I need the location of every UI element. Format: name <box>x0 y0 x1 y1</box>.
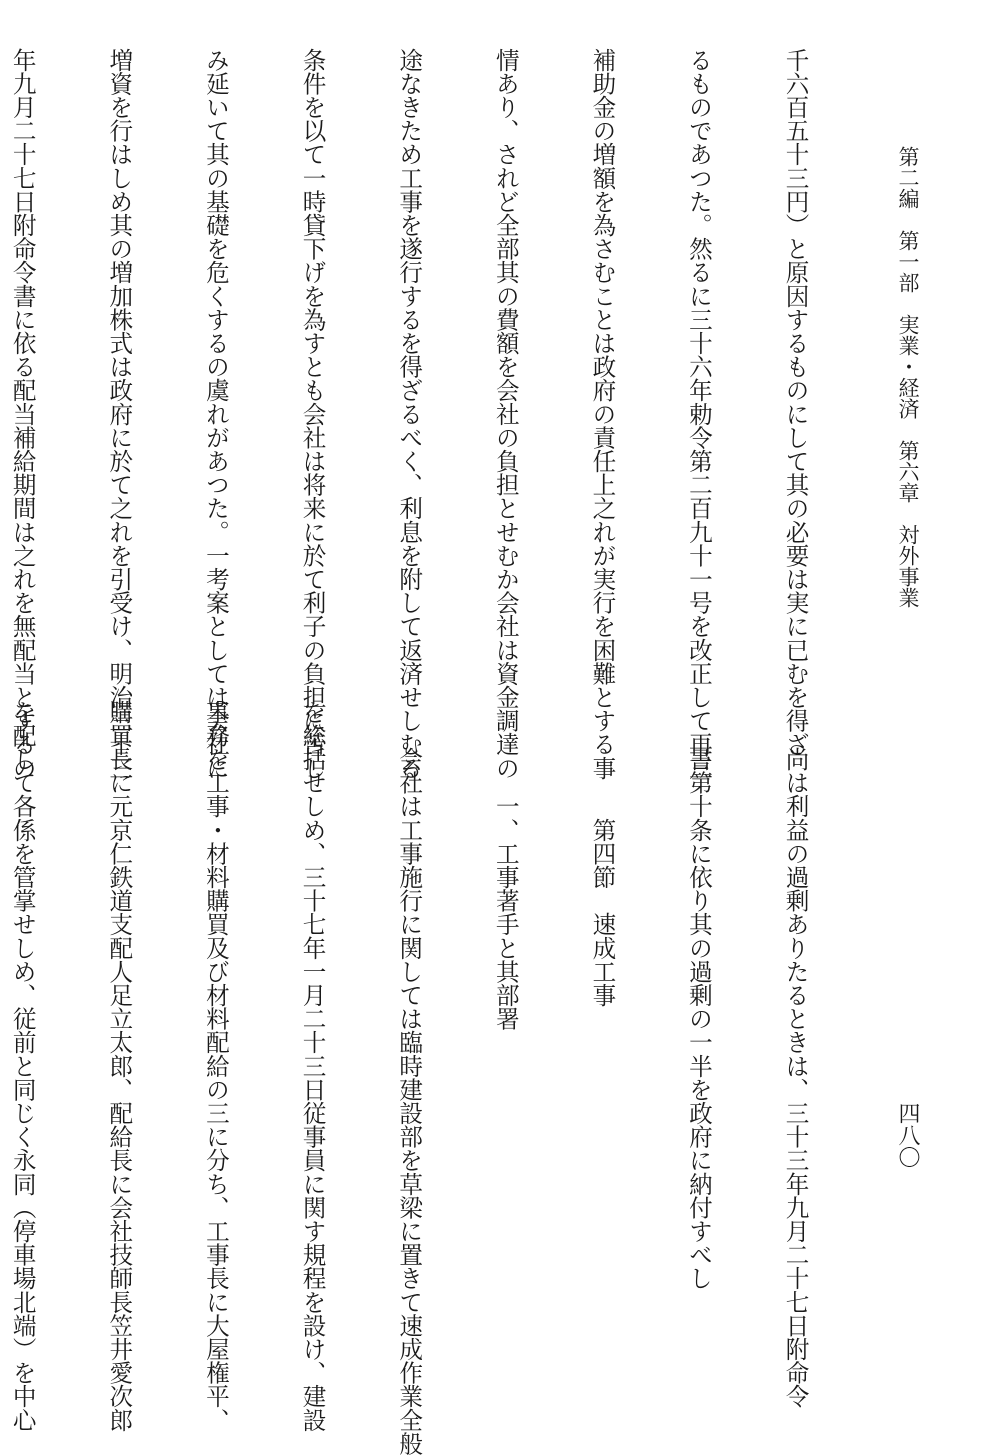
upper-text-block <box>8 48 876 780</box>
text-line: 会社は工事施行に関しては臨時建設部を草梁に置きて速成作業全般 <box>395 700 424 1455</box>
text-line: 途なきため工事を遂行するを得ざるべく、利息を附して返済せしむる <box>395 48 424 780</box>
text-line: 年九月二十七日附命令書に依る配当補給期間は之れを無配当とするの <box>8 48 37 780</box>
lower-text-block <box>8 700 876 1455</box>
text-line: 事務を工事・材料購買及び材料配給の三に分ち、工事長に大屋権平、 <box>201 700 230 1432</box>
section-heading: 第四節 速成工事 <box>588 700 617 1007</box>
list-item: 尚は利益の過剰ありたるときは、三十三年九月二十七日附命令 <box>781 700 810 1408</box>
subsection-heading: 一、工事著手と其部署 <box>491 700 520 1031</box>
running-title: 第二編 第一部 実業・経済 第六章 対外事業 <box>896 146 920 608</box>
text-line: 条件を以て一時貸下げを為すとも会社は将来に於て利子の負担に苦し <box>298 48 327 780</box>
text-line: を配して各係を管掌せしめ、従前と同じく永同（停車場北端）を中心 <box>8 700 37 1432</box>
page-number: 四八〇 <box>895 1102 920 1168</box>
text-line: 購買長に元京仁鉄道支配人足立太郎、配給長に会社技師長笠井愛次郎 <box>105 700 134 1432</box>
list-item: 書第十条に依り其の過剰の一半を政府に納付すべし <box>684 700 713 1290</box>
text-line: 情あり、されど全部其の費額を会社の負担とせむか会社は資金調達の <box>491 48 520 780</box>
text-line: を総括せしめ、三十七年一月二十三日従事員に関す規程を設け、建設 <box>298 700 327 1432</box>
text-line: るものであつた。然るに三十六年勅令第二百九十一号を改正して再三 <box>684 48 713 780</box>
text-line: 千六百五十三円）と原因するものにして其の必要は実に已むを得ざ <box>781 48 810 756</box>
text-line: 補助金の増額を為さむことは政府の責任上之れが実行を困難とする事 <box>588 48 617 780</box>
text-line: み延いて其の基礎を危くするの虞れがあつた。一考案としては会社に <box>201 48 230 780</box>
text-line: 増資を行はしめ其の増加株式は政府に於て之れを引受け、明治三十三 <box>105 48 134 780</box>
